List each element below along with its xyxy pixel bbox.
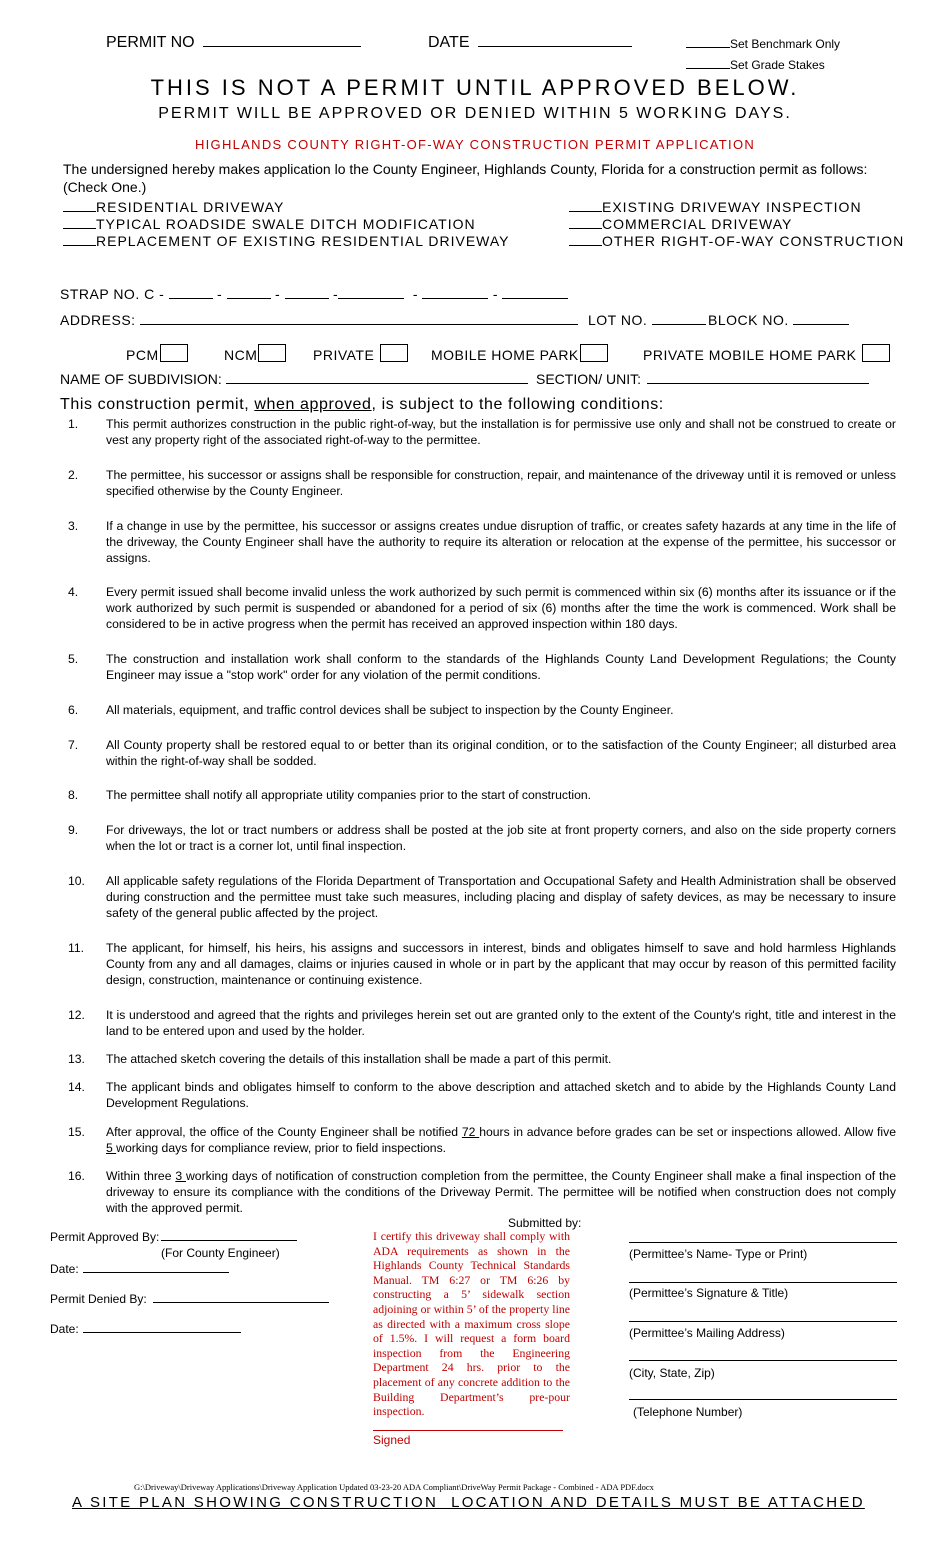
date-denied-field[interactable]: Date: — [50, 1322, 241, 1336]
conditions-heading-underlined: when approved — [254, 396, 372, 413]
permittee-address-label: (Permittee’s Mailing Address) — [629, 1326, 785, 1340]
section-field[interactable] — [536, 371, 869, 387]
private-mobile-home-park-option[interactable]: PRIVATE MOBILE HOME PARK — [643, 344, 890, 363]
lot-field[interactable] — [588, 312, 706, 328]
telephone-label: (Telephone Number) — [633, 1405, 743, 1419]
mobile-home-park-option[interactable]: MOBILE HOME PARK — [431, 344, 608, 363]
private-option[interactable]: PRIVATE — [313, 344, 408, 363]
strap-field[interactable]: STRAP NO. C - - - - - - — [60, 286, 568, 302]
ncm-option[interactable]: NCM — [224, 344, 286, 363]
page-title: THIS IS NOT A PERMIT UNTIL APPROVED BELOW. — [150, 75, 800, 100]
signed-label: Signed — [373, 1433, 411, 1447]
file-path: G:\Driveway\Driveway Applications\Driveway Application Updated 03-23-20 ADA Compliant\DriveWay Permit Package - Combined - ADA PDF.docx — [134, 1482, 654, 1492]
benchmark-line — [686, 46, 730, 48]
block-field[interactable] — [708, 312, 849, 328]
ada-certification: I certify this driveway shall comply with ADA requirements as shown in the Highlands County Technical Standards Manual. TM 6:27 or TM 6:26 by constructing a 5’ sidewalk section adjoining or within 5’ of the property line as directed with a maximum cross slope of 1.5%. I will request a form board inspection from the Engineering Department 24 hrs. prior to the placement of any concrete addition to the Building Department’s pre-pour inspection. — [373, 1229, 570, 1419]
telephone-line[interactable] — [629, 1399, 897, 1400]
benchmark-option[interactable] — [686, 37, 840, 51]
strap-label: STRAP NO. C - — [60, 286, 165, 302]
permittee-address-line[interactable] — [629, 1321, 897, 1322]
date-label: DATE — [428, 34, 470, 51]
approved-by-label: Permit Approved By: — [50, 1230, 160, 1244]
for-engineer-label: (For County Engineer) — [161, 1246, 280, 1260]
pcm-checkbox[interactable] — [160, 344, 188, 362]
grade-stakes-line — [686, 67, 730, 69]
signed-line[interactable] — [373, 1429, 563, 1431]
type-replacement-driveway[interactable]: REPLACEMENT OF EXISTING RESIDENTIAL DRIVEWAY — [63, 233, 510, 249]
lot-label: LOT NO. — [588, 312, 648, 328]
site-plan-notice: A SITE PLAN SHOWING CONSTRUCTION LOCATION AND DETAILS MUST BE ATTACHED — [72, 1494, 865, 1511]
permit-no-field[interactable] — [106, 34, 361, 52]
date-line — [478, 45, 632, 47]
date-approved-field[interactable]: Date: — [50, 1262, 229, 1276]
grade-stakes-label: Set Grade Stakes — [730, 58, 825, 72]
benchmark-label: Set Benchmark Only — [730, 37, 841, 51]
form-title: HIGHLANDS COUNTY RIGHT-OF-WAY CONSTRUCTION PERMIT APPLICATION — [194, 137, 756, 152]
notification-days: 3 — [175, 1169, 186, 1183]
permittee-signature-line[interactable] — [629, 1282, 897, 1283]
advance-hours: 72 — [461, 1125, 480, 1139]
denied-by-field[interactable] — [50, 1292, 329, 1306]
subdivision-label: NAME OF SUBDIVISION: — [60, 371, 222, 387]
ncm-checkbox[interactable] — [258, 344, 286, 362]
city-state-zip-line[interactable] — [629, 1360, 897, 1361]
type-existing-inspection[interactable]: EXISTING DRIVEWAY INSPECTION — [569, 199, 862, 215]
address-label: ADDRESS: — [60, 312, 136, 328]
type-swale-ditch[interactable]: TYPICAL ROADSIDE SWALE DITCH MODIFICATION — [63, 216, 476, 232]
subdivision-field[interactable] — [60, 371, 528, 387]
intro-text: The undersigned hereby makes application lo the County Engineer, Highlands County, Florida for a construction permit as follows: — [63, 161, 868, 177]
type-commercial-driveway[interactable]: COMMERCIAL DRIVEWAY — [569, 216, 792, 232]
address-field[interactable] — [60, 312, 578, 328]
check-one-text: (Check One.) — [63, 179, 147, 195]
conditions-heading: This construction permit, when approved, is subject to the following conditions: — [60, 396, 664, 413]
permittee-signature-label: (Permittee’s Signature & Title) — [629, 1286, 789, 1300]
page-subtitle: PERMIT WILL BE APPROVED OR DENIED WITHIN 5 WORKING DAYS. — [158, 105, 792, 122]
private-mobile-home-park-checkbox[interactable] — [862, 344, 890, 362]
permittee-name-label: (Permittee’s Name- Type or Print) — [629, 1247, 808, 1261]
pcm-option[interactable]: PCM — [126, 344, 188, 363]
approved-by-field[interactable] — [50, 1230, 297, 1244]
city-state-zip-label: (City, State, Zip) — [629, 1366, 715, 1380]
submitted-by-label: Submitted by: — [508, 1216, 582, 1230]
permit-no-line — [203, 45, 361, 47]
permit-no-label: PERMIT NO — [106, 34, 195, 51]
permittee-name-line[interactable] — [629, 1242, 897, 1243]
date-field[interactable] — [428, 34, 632, 52]
private-checkbox[interactable] — [380, 344, 408, 362]
block-label: BLOCK NO. — [708, 312, 789, 328]
type-residential-driveway[interactable]: RESIDENTIAL DRIVEWAY — [63, 199, 284, 215]
type-other-construction[interactable]: OTHER RIGHT-OF-WAY CONSTRUCTION — [569, 233, 904, 249]
grade-stakes-option[interactable] — [686, 58, 825, 72]
section-label: SECTION/ UNIT: — [536, 371, 642, 387]
mobile-home-park-checkbox[interactable] — [580, 344, 608, 362]
denied-by-label: Permit Denied By: — [50, 1292, 147, 1306]
review-days: 5 — [106, 1141, 117, 1155]
